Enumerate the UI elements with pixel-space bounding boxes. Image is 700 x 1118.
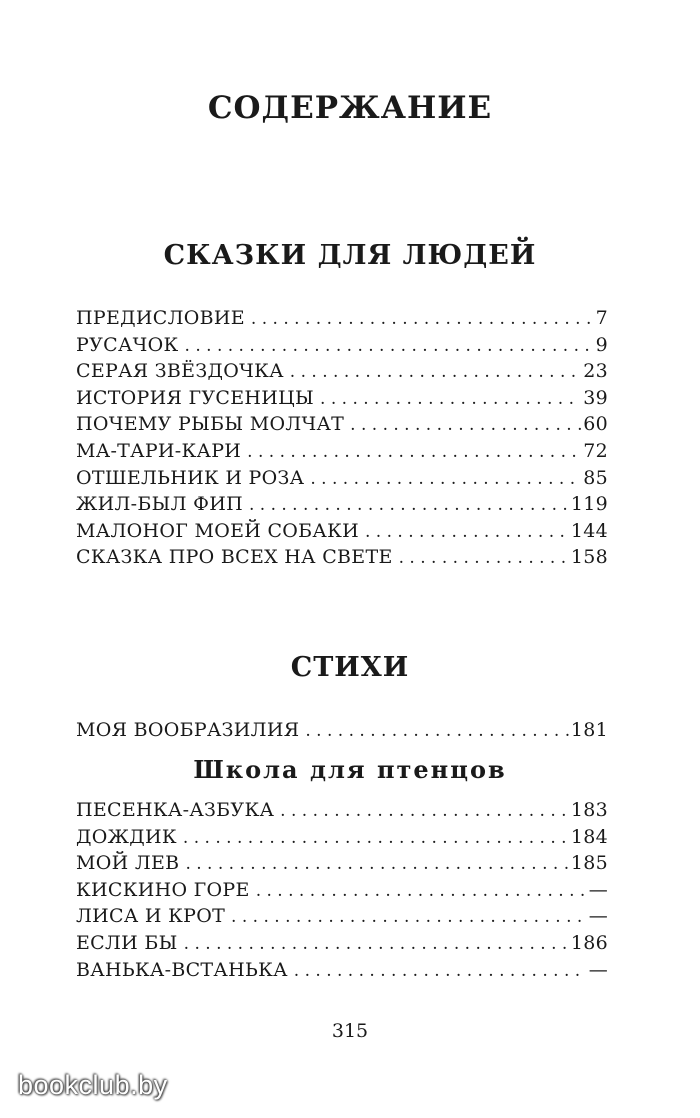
toc-entry[interactable] [76, 903, 608, 930]
toc-leader-dots [294, 958, 587, 984]
toc-entry-title: МАЛОНОГ МОЕЙ СОБАКИ [76, 519, 359, 542]
toc-entry[interactable] [76, 332, 608, 359]
toc-entry-title: ПЕСЕНКА-АЗБУКА [76, 799, 275, 821]
toc-entry-page: 7 [595, 307, 608, 329]
toc-entry[interactable] [76, 850, 608, 877]
toc-entry-title: ЖИЛ-БЫЛ ФИП [76, 493, 243, 516]
toc-entry-title: СЕРАЯ ЗВЁЗДОЧКА [76, 360, 284, 383]
toc-entry[interactable] [76, 824, 608, 851]
toc-leader-dots [256, 878, 587, 904]
toc-entry-title: ОТШЕЛЬНИК И РОЗА [76, 466, 305, 489]
page-title: СОДЕРЖАНИЕ [207, 90, 493, 126]
toc-entry[interactable] [76, 385, 608, 412]
section-title-poems: СТИХИ [290, 652, 410, 683]
toc-entry[interactable] [76, 797, 608, 824]
toc-entry-page: 72 [583, 439, 608, 462]
toc-entry-page: 60 [583, 413, 608, 436]
toc-entry-title: ЛИСА И КРОТ [76, 905, 226, 928]
toc-entry-title: ВАНЬКА-ВСТАНЬКА [76, 958, 288, 981]
toc-leader-dots [320, 386, 581, 412]
toc-entry-page: — [588, 905, 608, 928]
toc-entry[interactable] [76, 544, 608, 571]
toc-entry[interactable] [76, 957, 608, 984]
toc-entry-page: 183 [570, 799, 608, 821]
toc-entry[interactable] [76, 438, 608, 465]
subsection-title: Школа для птенцов [193, 755, 507, 784]
page-number: 315 [331, 1020, 369, 1042]
toc-entry-page: 181 [570, 719, 608, 741]
toc-entry-title: КИСКИНО ГОРЕ [76, 878, 250, 901]
toc-entry-page: 185 [570, 852, 608, 875]
toc-leader-dots [183, 825, 569, 851]
toc-leader-dots [365, 519, 569, 545]
toc-entry-page: 119 [570, 493, 608, 516]
toc-entry-title: ПРЕДИСЛОВИЕ [76, 307, 245, 329]
toc-entry-title: РУСАЧОК [76, 333, 179, 356]
toc-entry[interactable] [76, 717, 608, 744]
toc-entry-page: 158 [570, 546, 608, 569]
toc-entry-title: МОЯ ВООБРАЗИЛИЯ [76, 719, 300, 741]
toc-list-fairy-tales [76, 305, 608, 571]
toc-entry-title: МОЙ ЛЕВ [76, 852, 180, 875]
toc-leader-dots [231, 904, 587, 930]
toc-leader-dots [185, 333, 594, 359]
toc-entry-page: 144 [570, 519, 608, 542]
toc-leader-dots [399, 545, 569, 571]
toc-list-poems [76, 717, 608, 744]
toc-entry[interactable] [76, 305, 608, 332]
toc-leader-dots [184, 931, 569, 957]
toc-leader-dots [247, 439, 581, 465]
toc-entry-page: 39 [583, 386, 608, 409]
toc-entry-page: 186 [570, 931, 608, 954]
toc-entry-title: ИСТОРИЯ ГУСЕНИЦЫ [76, 386, 315, 409]
toc-entry[interactable] [76, 518, 608, 545]
toc-entry-title: ЕСЛИ БЫ [76, 931, 178, 954]
toc-leader-dots [280, 798, 569, 824]
toc-entry-page: 85 [583, 466, 608, 489]
toc-entry[interactable] [76, 491, 608, 518]
toc-entry[interactable] [76, 877, 608, 904]
toc-entry[interactable] [76, 358, 608, 385]
toc-entry-title: СКАЗКА ПРО ВСЕХ НА СВЕТЕ [76, 546, 393, 569]
toc-entry-page: 23 [583, 360, 608, 383]
toc-entry-title: ДОЖДИК [76, 825, 177, 848]
section-title-fairy-tales: СКАЗКИ ДЛЯ ЛЮДЕЙ [163, 240, 537, 271]
toc-leader-dots [290, 359, 581, 385]
toc-entry-page: — [588, 878, 608, 901]
watermark: bookclub.by [18, 1070, 168, 1100]
toc-leader-dots [185, 851, 568, 877]
toc-entry-page: 9 [595, 333, 608, 356]
toc-entry[interactable] [76, 930, 608, 957]
toc-entry-title: ПОЧЕМУ РЫБЫ МОЛЧАТ [76, 413, 345, 436]
toc-leader-dots [350, 412, 581, 438]
toc-list-school [76, 797, 608, 983]
toc-entry-page: — [588, 958, 608, 981]
toc-entry-title: МА-ТАРИ-КАРИ [76, 439, 242, 462]
toc-leader-dots [251, 306, 594, 332]
toc-leader-dots [249, 492, 569, 518]
toc-leader-dots [305, 718, 568, 744]
toc-leader-dots [310, 466, 581, 492]
toc-entry-page: 184 [570, 825, 608, 848]
toc-entry[interactable] [76, 465, 608, 492]
toc-entry[interactable] [76, 411, 608, 438]
